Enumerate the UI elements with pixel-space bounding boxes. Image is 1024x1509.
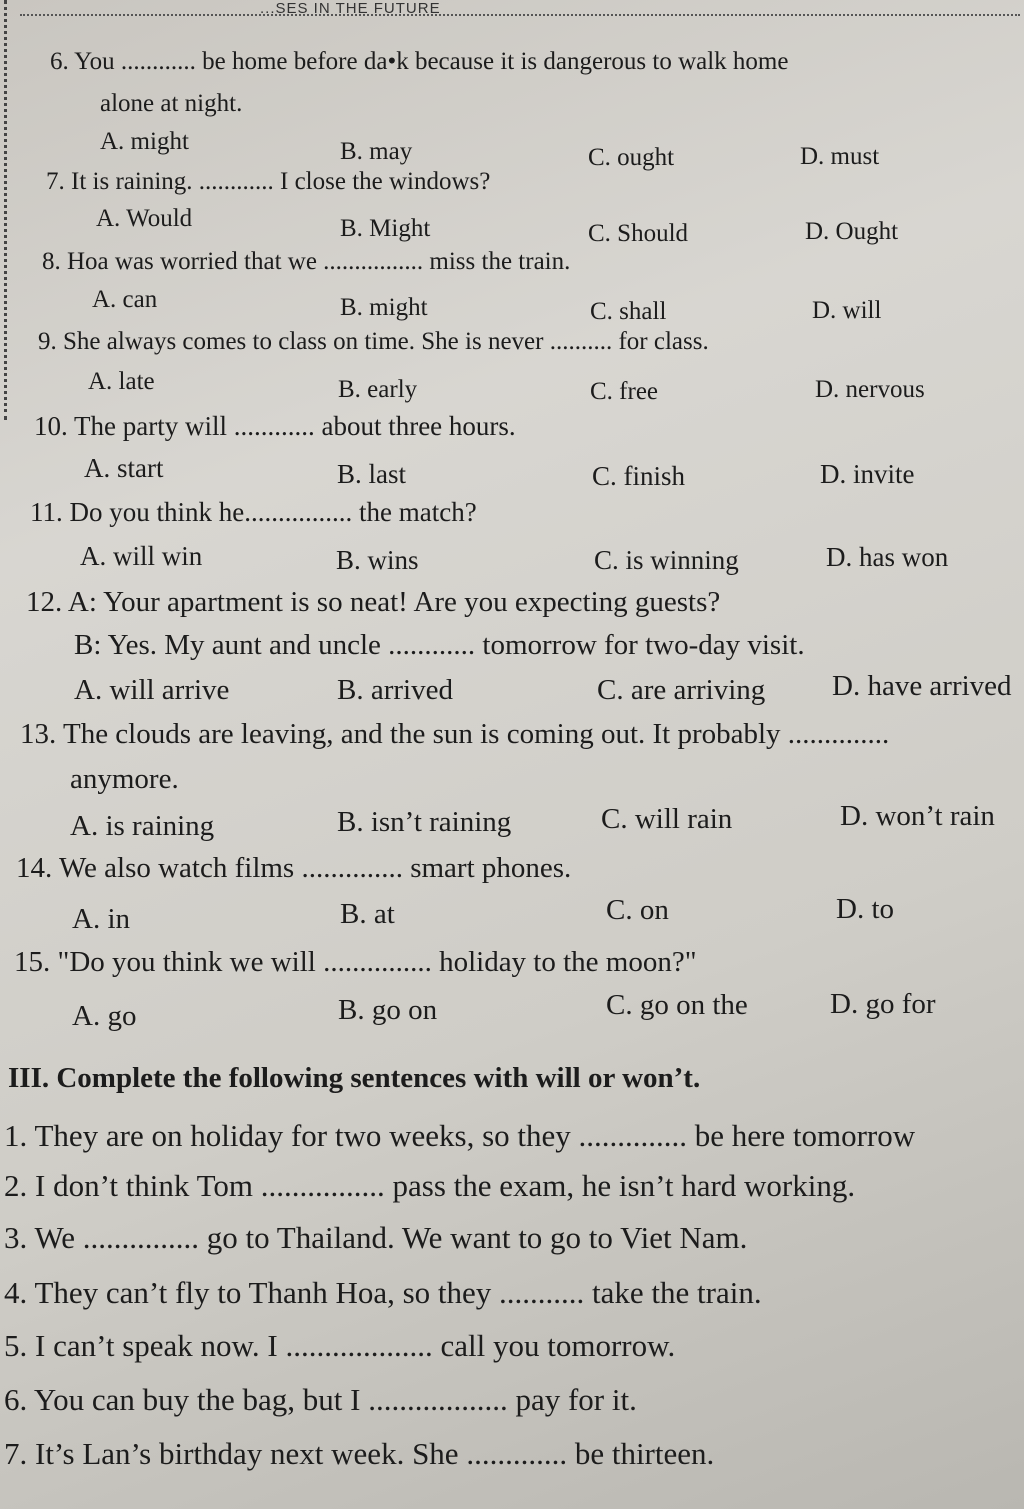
option-11b: B. wins: [336, 545, 419, 575]
option-6a: A. might: [100, 128, 189, 155]
option-8c: C. shall: [590, 298, 667, 325]
option-12a: A. will arrive: [74, 674, 230, 706]
option-11a: A. will win: [80, 541, 203, 571]
exercise-item-4: 4. They can’t fly to Thanh Hoa, so they ........... take the train.: [4, 1275, 762, 1310]
question-9: 9. She always comes to class on time. She is never .......... for class.: [38, 328, 709, 355]
option-9a: A. late: [88, 368, 155, 395]
option-13a: A. is raining: [70, 810, 215, 842]
option-13b: B. isn’t raining: [337, 806, 512, 838]
option-15c: C. go on the: [606, 989, 748, 1021]
option-9d: D. nervous: [815, 376, 925, 403]
option-9c: C. free: [590, 378, 659, 405]
option-6c: C. ought: [588, 144, 675, 171]
question-15: 15. "Do you think we will ............... holiday to the moon?": [14, 946, 697, 978]
exercise-item-2: 2. I don’t think Tom ................ pass the exam, he isn’t hard working.: [4, 1168, 856, 1203]
option-8b: B. might: [340, 294, 428, 321]
option-10c: C. finish: [592, 461, 686, 491]
exercise-item-6: 6. You can buy the bag, but I .................. pay for it.: [4, 1382, 637, 1417]
question-12: 12. A: Your apartment is so neat! Are you expecting guests?: [26, 586, 721, 618]
option-10a: A. start: [84, 453, 164, 483]
exercise-item-3: 3. We ............... go to Thailand. We want to go to Viet Nam.: [4, 1220, 748, 1255]
option-15a: A. go: [72, 1000, 137, 1032]
option-14b: B. at: [340, 898, 395, 930]
header-fragment: ...SES IN THE FUTURE: [260, 0, 441, 17]
question-11: 11. Do you think he................ the match?: [30, 497, 477, 527]
question-13: 13. The clouds are leaving, and the sun is coming out. It probably ..............: [20, 718, 890, 750]
option-7b: B. Might: [340, 215, 431, 242]
option-14d: D. to: [836, 893, 894, 925]
option-14a: A. in: [72, 903, 130, 935]
option-6d: D. must: [800, 143, 880, 170]
option-7d: D. Ought: [805, 218, 899, 245]
option-15d: D. go for: [830, 988, 936, 1020]
option-15b: B. go on: [338, 994, 438, 1026]
question-12-dialogue: B: Yes. My aunt and uncle ............ tomorrow for two-day visit.: [74, 629, 805, 661]
question-10: 10. The party will ............ about three hours.: [34, 411, 516, 441]
option-9b: B. early: [338, 376, 418, 403]
question-7: 7. It is raining. ............ I close the windows?: [46, 168, 491, 195]
option-8d: D. will: [812, 297, 882, 324]
option-14c: C. on: [606, 894, 669, 926]
option-6b: B. may: [340, 138, 413, 165]
option-13d: D. won’t rain: [840, 800, 995, 832]
section-3-title: III. Complete the following sentences with will or won’t.: [8, 1062, 701, 1094]
option-8a: A. can: [92, 286, 158, 313]
exercise-item-5: 5. I can’t speak now. I ................... call you tomorrow.: [4, 1328, 676, 1363]
option-10d: D. invite: [820, 459, 915, 489]
option-7a: A. Would: [96, 205, 193, 232]
header-divider: [20, 14, 1020, 16]
question-14: 14. We also watch films .............. smart phones.: [16, 852, 572, 884]
exercise-item-1: 1. They are on holiday for two weeks, so they .............. be here tomorrow: [4, 1118, 916, 1153]
option-11c: C. is winning: [594, 545, 739, 575]
question-13-continued: anymore.: [70, 763, 179, 795]
option-7c: C. Should: [588, 220, 689, 247]
exercise-item-7: 7. It’s Lan’s birthday next week. She ............. be thirteen.: [4, 1436, 715, 1471]
option-12d: D. have arrived: [832, 670, 1012, 702]
option-12c: C. are arriving: [597, 674, 766, 706]
option-11d: D. has won: [826, 542, 949, 572]
option-12b: B. arrived: [337, 674, 453, 706]
question-6: 6. You ............ be home before da•k because it is dangerous to walk home: [50, 48, 789, 75]
option-10b: B. last: [337, 459, 407, 489]
question-8: 8. Hoa was worried that we ................ miss the train.: [42, 248, 571, 275]
question-6-continued: alone at night.: [100, 90, 243, 117]
option-13c: C. will rain: [601, 803, 733, 835]
binding-edge: [4, 0, 13, 420]
